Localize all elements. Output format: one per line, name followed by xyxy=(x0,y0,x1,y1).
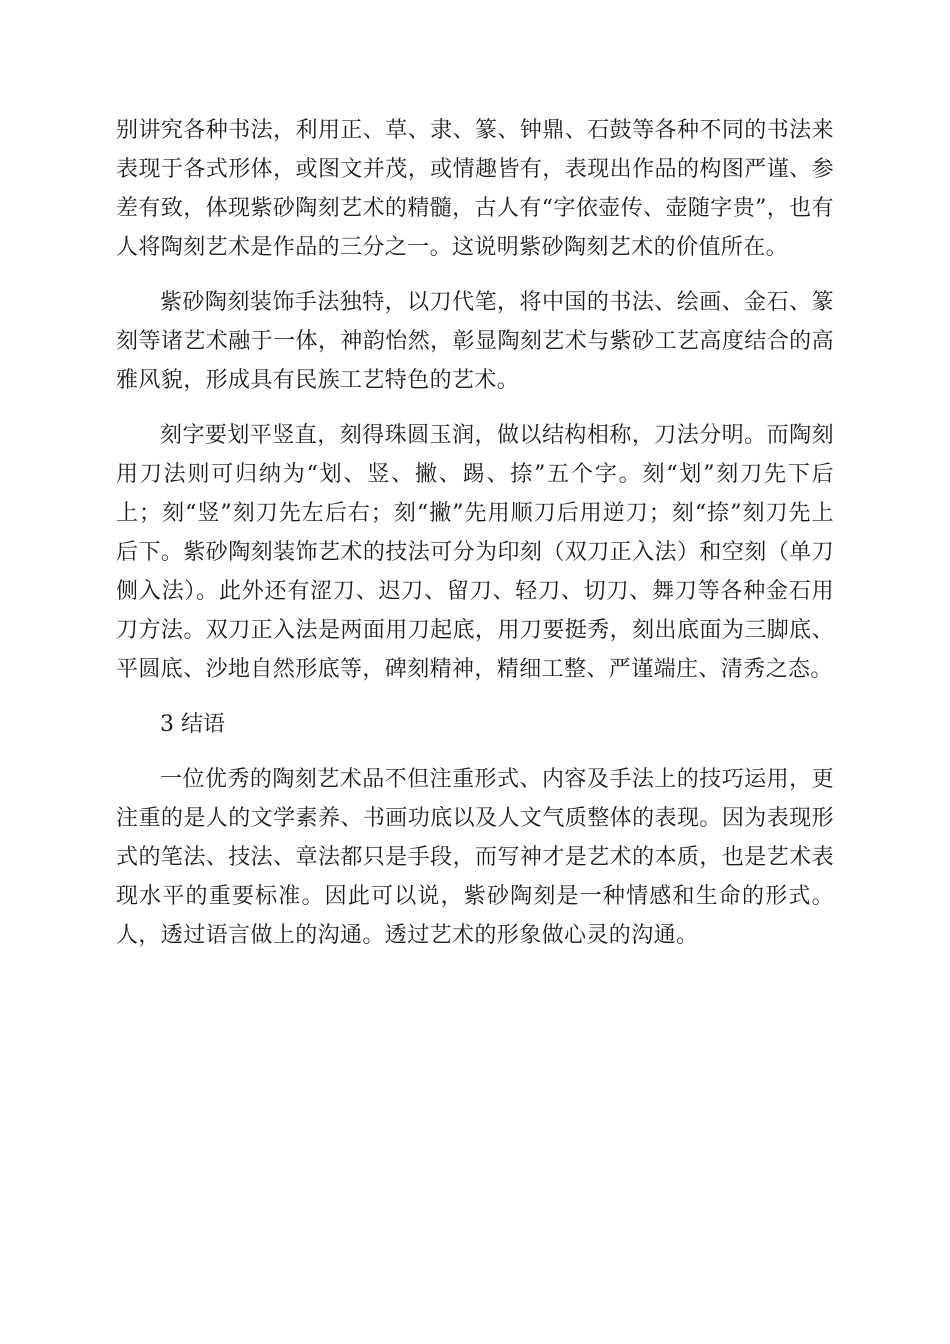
section-heading-conclusion: 3 结语 xyxy=(160,712,225,737)
paragraph-decoration-technique: 紫砂陶刻装饰手法独特，以刀代笔，将中国的书法、绘画、金石、篆刻等诸艺术融于一体，神韵怡然，彰显陶刻艺术与紫砂工艺高度结合的高雅风貌，形成具有民族工艺特色的艺术。 xyxy=(116,290,834,393)
body-text xyxy=(116,111,834,971)
paragraph-carving-methods: 刻字要划平竖直，刻得珠圆玉润，做以结构相称，刀法分明。而陶刻用刀法则可归纳为“划、竖、撇、踢、捺”五个字。刻“划”刻刀先下后上；刻“竖”刻刀先左后右；刻“撇”先用顺刀后用逆刀；刻“捺”刻刀先上后下。紫砂陶刻装饰艺术的技法可分为印刻（双刀正入法）和空刻（单刀侧入法）。此外还有涩刀、迟刀、留刀、轻刀、切刀、舞刀等各种金石用刀方法。双刀正入法是两面用刀起底，用刀要挺秀，刻出底面为三脚底、平圆底、沙地自然形底等，碑刻精神，精细工整、严谨端庄、清秀之态。 xyxy=(116,423,834,682)
paragraph-conclusion: 一位优秀的陶刻艺术品不但注重形式、内容及手法上的技巧运用，更注重的是人的文学素养、书画功底以及人文气质整体的表现。因为表现形式的笔法、技法、章法都只是手段，而写神才是艺术的本质，也是艺术表现水平的重要标准。因此可以说，紫砂陶刻是一种情感和生命的形式。人，透过语言做上的沟通。透过艺术的形象做心灵的沟通。 xyxy=(116,767,834,948)
paragraph-calligraphy: 别讲究各种书法，利用正、草、隶、篆、钟鼎、石鼓等各种不同的书法来表现于各式形体，或图文并茂，或情趣皆有，表现出作品的构图严谨、参差有致，体现紫砂陶刻艺术的精髓，古人有“字依壶传、壶随字贵”，也有人将陶刻艺术是作品的三分之一。这说明紫砂陶刻艺术的价值所在。 xyxy=(116,118,834,260)
